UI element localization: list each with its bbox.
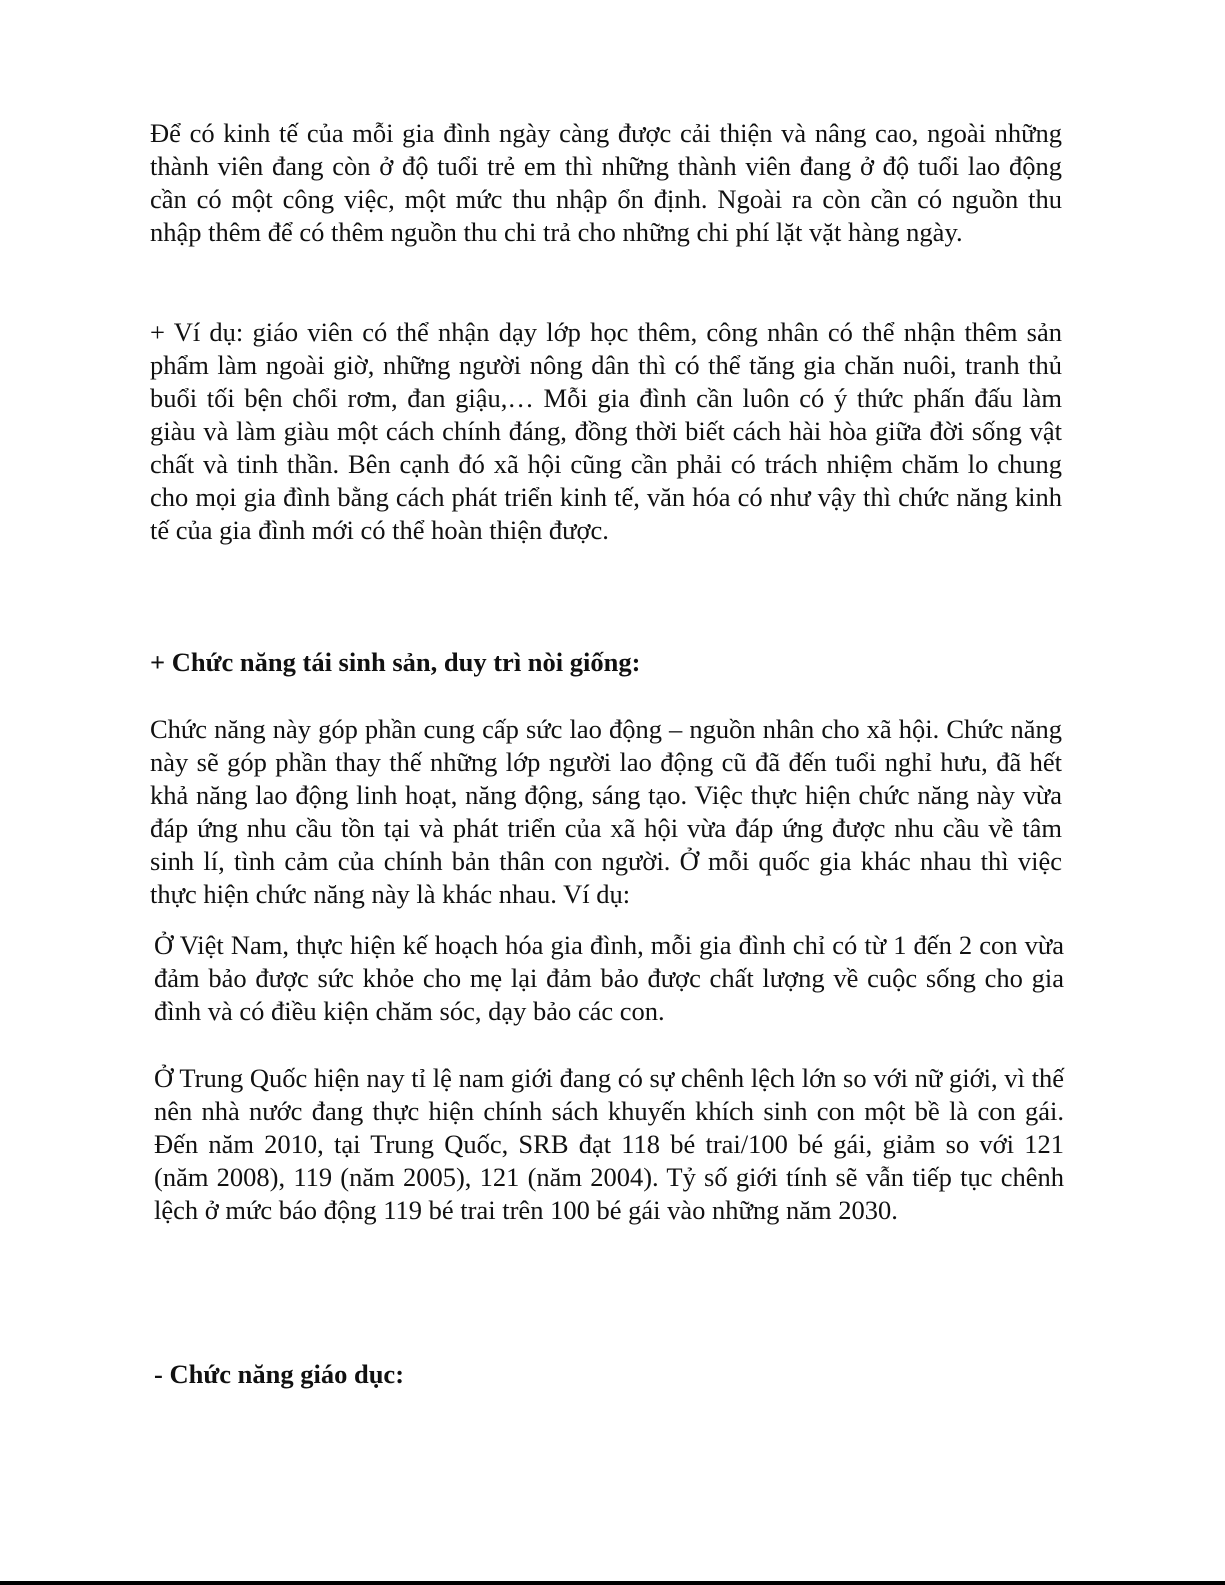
paragraph-vietnam-example: Ở Việt Nam, thực hiện kế hoạch hóa gia đình, mỗi gia đình chỉ có từ 1 đến 2 con vừa đảm bảo được sức khỏe cho mẹ lại đảm bảo được chất lượng về cuộc sống cho gia đình và có điều kiện chăm sóc, dạy bảo các con.: [154, 930, 1064, 1026]
paragraph-china-example: Ở Trung Quốc hiện nay tỉ lệ nam giới đang có sự chênh lệch lớn so với nữ giới, vì thế nên nhà nước đang thực hiện chính sách khuyến khích sinh con một bề là con gái. Đến năm 2010, tại Trung Quốc, SRB đạt 118 bé trai/100 bé gái, giảm so với 121 (năm 2008), 119 (năm 2005), 121 (năm 2004). Tỷ số giới tính sẽ vẫn tiếp tục chênh lệch ở mức báo động 119 bé trai trên 100 bé gái vào những năm 2030.: [154, 1063, 1064, 1225]
paragraph-reproduction-description: Chức năng này góp phần cung cấp sức lao động – nguồn nhân cho xã hội. Chức năng này sẽ góp phần thay thế những lớp người lao động cũ đã đến tuổi nghỉ hưu, đã hết khả năng lao động linh hoạt, năng động, sáng tạo. Việc thực hiện chức năng này vừa đáp ứng nhu cầu tồn tại và phát triển của xã hội vừa đáp ứng được nhu cầu về tâm sinh lí, tình cảm của chính bản thân con người. Ở mỗi quốc gia khác nhau thì việc thực hiện chức năng này là khác nhau. Ví dụ:: [150, 714, 1062, 909]
heading-education-function: - Chức năng giáo dục:: [154, 1359, 405, 1389]
heading-reproduction-function: + Chức năng tái sinh sản, duy trì nòi giống:: [150, 647, 641, 677]
paragraph-example-extra-work: + Ví dụ: giáo viên có thể nhận dạy lớp học thêm, công nhân có thể nhận thêm sản phẩm làm ngoài giờ, những người nông dân thì có thể tăng gia chăn nuôi, tranh thủ buổi tối bện chổi rơm, đan giậu,… Mỗi gia đình cần luôn có ý thức phấn đấu làm giàu và làm giàu một cách chính đáng, đồng thời biết cách hài hòa giữa đời sống vật chất và tinh thần. Bên cạnh đó xã hội cũng cần phải có trách nhiệm chăm lo chung cho mọi gia đình bằng cách phát triển kinh tế, văn hóa có như vậy thì chức năng kinh tế của gia đình mới có thể hoàn thiện được.: [150, 317, 1062, 545]
paragraph-economic-income: Để có kinh tế của mỗi gia đình ngày càng được cải thiện và nâng cao, ngoài những thành viên đang còn ở độ tuổi trẻ em thì những thành viên đang ở độ tuổi lao động cần có một công việc, một mức thu nhập ổn định. Ngoài ra còn cần có nguồn thu nhập thêm để có thêm nguồn thu chi trả cho những chi phí lặt vặt hàng ngày.: [150, 118, 1062, 247]
page-bottom-border: [0, 1581, 1225, 1585]
